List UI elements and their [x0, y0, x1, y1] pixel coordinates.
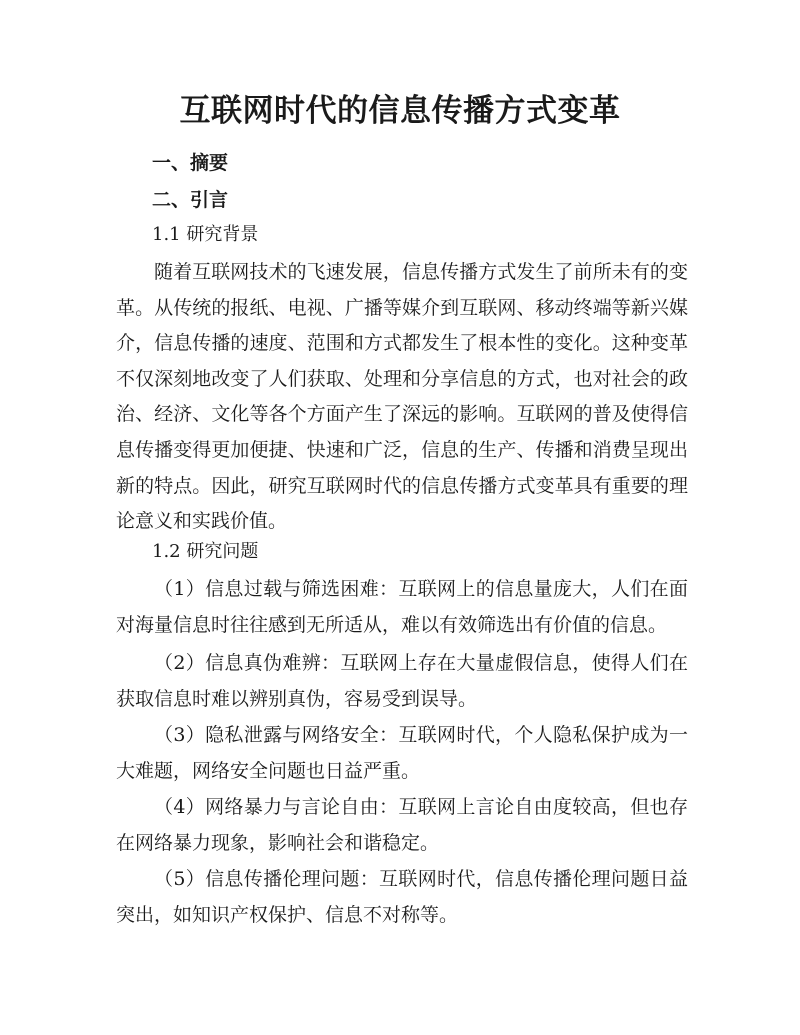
section-heading-abstract: 一、摘要: [152, 152, 229, 174]
subsection-heading-problems: 1.2 研究问题: [152, 541, 259, 562]
problem-item-1: （1）信息过载与筛选困难：互联网上的信息量庞大，人们在面对海量信息时往往感到无所适从，难以有效筛选出有价值的信息。: [116, 578, 688, 636]
problem-item-3: （3）隐私泄露与网络安全：互联网时代，个人隐私保护成为一大难题，网络安全问题也日益严重。: [116, 724, 688, 782]
problem-item-4: （4）网络暴力与言论自由：互联网上言论自由度较高，但也存在网络暴力现象，影响社会和谐稳定。: [116, 796, 688, 854]
section-heading-introduction: 二、引言: [152, 189, 229, 211]
subsection-heading-background: 1.1 研究背景: [152, 224, 259, 245]
background-paragraph: 随着互联网技术的飞速发展，信息传播方式发生了前所未有的变革。从传统的报纸、电视、广播等媒介到互联网、移动终端等新兴媒介，信息传播的速度、范围和方式都发生了根本性的变化。这种变革不仅深刻地改变了人们获取、处理和分享信息的方式，也对社会的政治、经济、文化等各个方面产生了深远的影响。互联网的普及使得信息传播变得更加便捷、快速和广泛，信息的生产、传播和消费呈现出新的特点。因此，研究互联网时代的信息传播方式变革具有重要的理论意义和实践价值。: [116, 261, 688, 533]
document-title: 互联网时代的信息传播方式变革: [179, 93, 621, 129]
problem-item-2: （2）信息真伪难辨：互联网上存在大量虚假信息，使得人们在获取信息时难以辨别真伪，容易受到误导。: [116, 652, 688, 710]
problem-item-5: （5）信息传播伦理问题：互联网时代，信息传播伦理问题日益突出，如知识产权保护、信息不对称等。: [116, 868, 688, 926]
